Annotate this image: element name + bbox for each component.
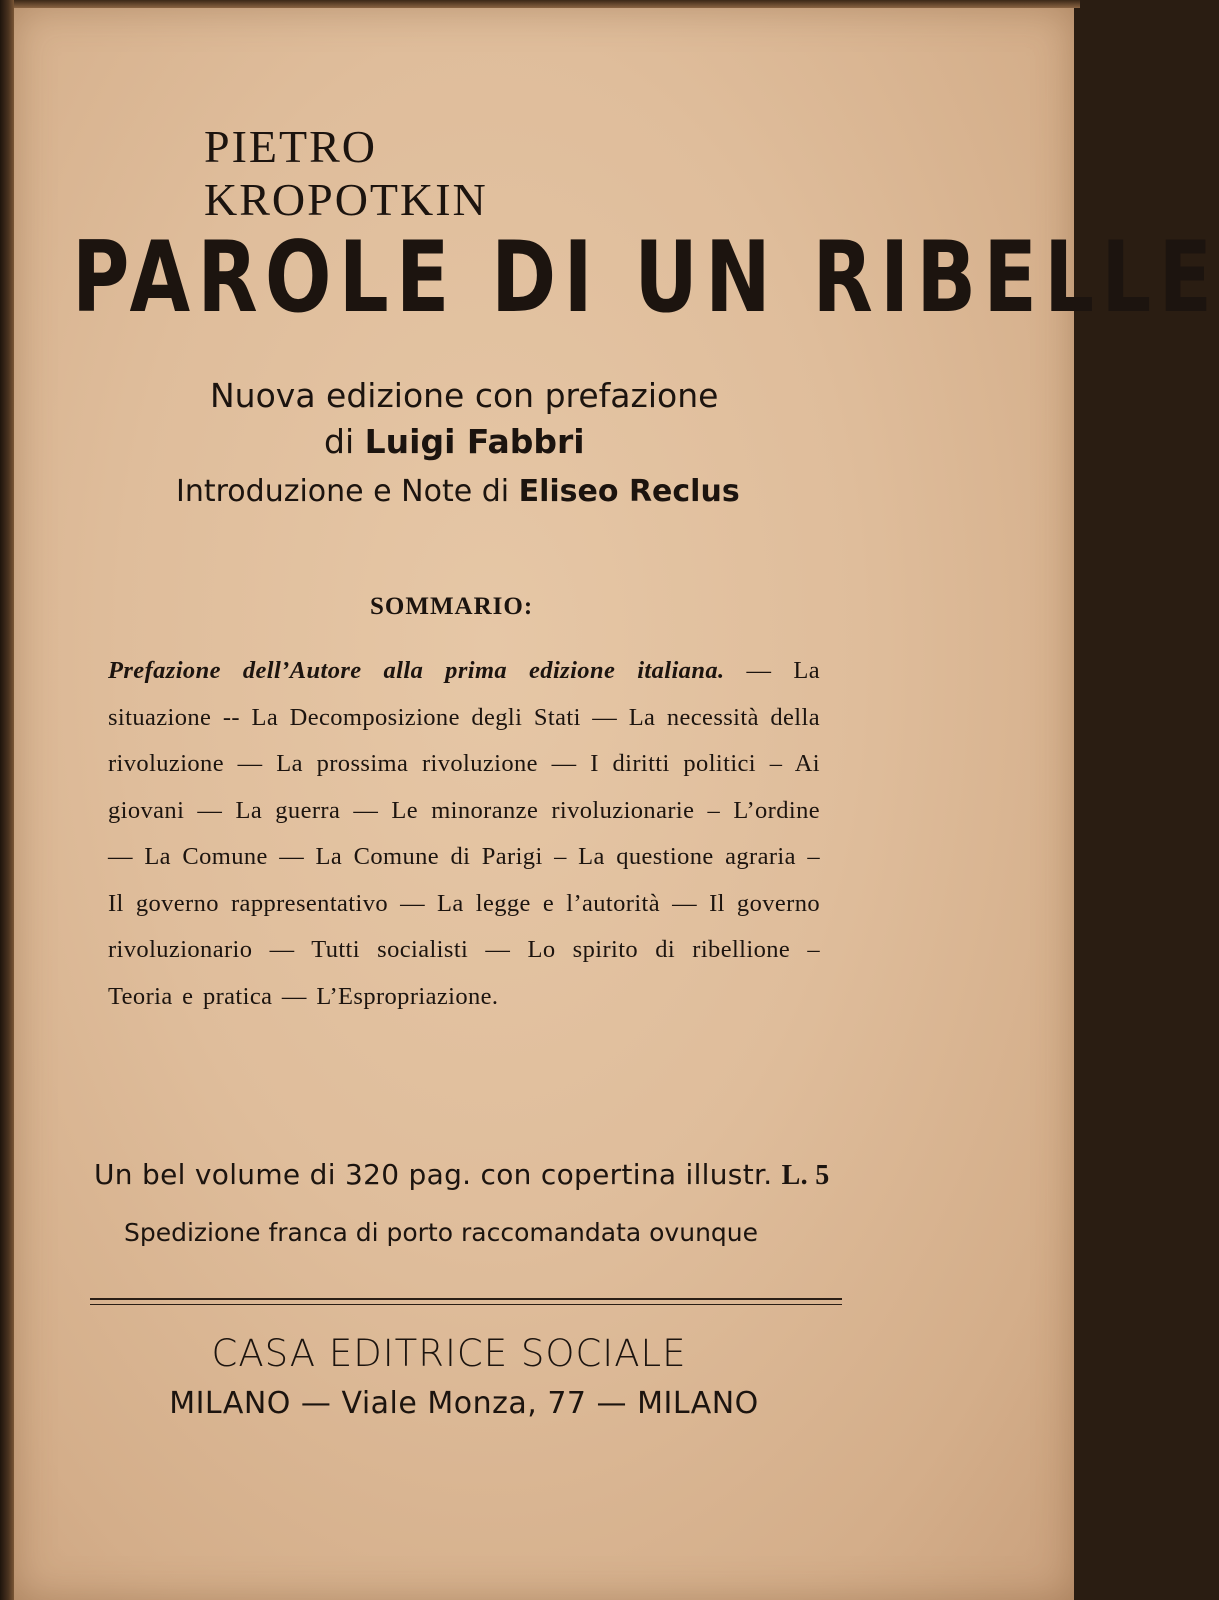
summary-contents	[108, 648, 820, 1020]
preface-credit	[324, 422, 585, 461]
divider-rule	[90, 1298, 842, 1300]
preface-author: Luigi Fabbri	[364, 422, 585, 461]
shipping-note: Spedizione franca di porto raccomandata ovunque	[124, 1218, 759, 1247]
page-top-edge	[14, 0, 1080, 8]
divider-rule-thin	[90, 1304, 842, 1305]
preface-credit-prefix: di	[324, 422, 365, 461]
volume-description	[94, 1158, 830, 1192]
book-spine-edge	[0, 0, 14, 1600]
summary-heading: SOMMARIO:	[370, 593, 534, 620]
publisher-address: MILANO — Viale Monza, 77 — MILANO	[169, 1386, 759, 1421]
introduction-credit-prefix: Introduzione e Note di	[176, 474, 519, 509]
summary-chapter-list: — La situazione -- La Decomposizione degli Stati — La necessità della rivoluzione — La prossima rivoluzione — I diritti politici – Ai giovani — La guerra — Le minoranze rivoluzionarie – L’ordine — La Comune — La Comune di Parigi – La questione agraria – Il governo rappresentativo — La legge e l’autorità — Il governo rivoluzionario — Tutti socialisti — Lo spirito di ribellione – Teoria e pratica — L’Espropriazione.	[108, 657, 820, 1010]
summary-preface-entry: Prefazione dell’Autore alla prima edizione italiana.	[108, 657, 725, 684]
introduction-credit	[176, 474, 740, 509]
volume-text: Un bel volume di 320 pag. con copertina illustr.	[94, 1158, 773, 1191]
book-title: PAROLE DI UN RIBELLE	[72, 221, 1219, 335]
title-page	[14, 8, 1219, 1600]
edition-note: Nuova edizione con prefazione	[210, 376, 719, 415]
author-name: PIETRO KROPOTKIN	[204, 121, 488, 225]
publisher-name: CASA EDITRICE SOCIALE	[211, 1332, 687, 1375]
introduction-author: Eliseo Reclus	[518, 474, 740, 509]
volume-price: L. 5	[781, 1160, 830, 1191]
